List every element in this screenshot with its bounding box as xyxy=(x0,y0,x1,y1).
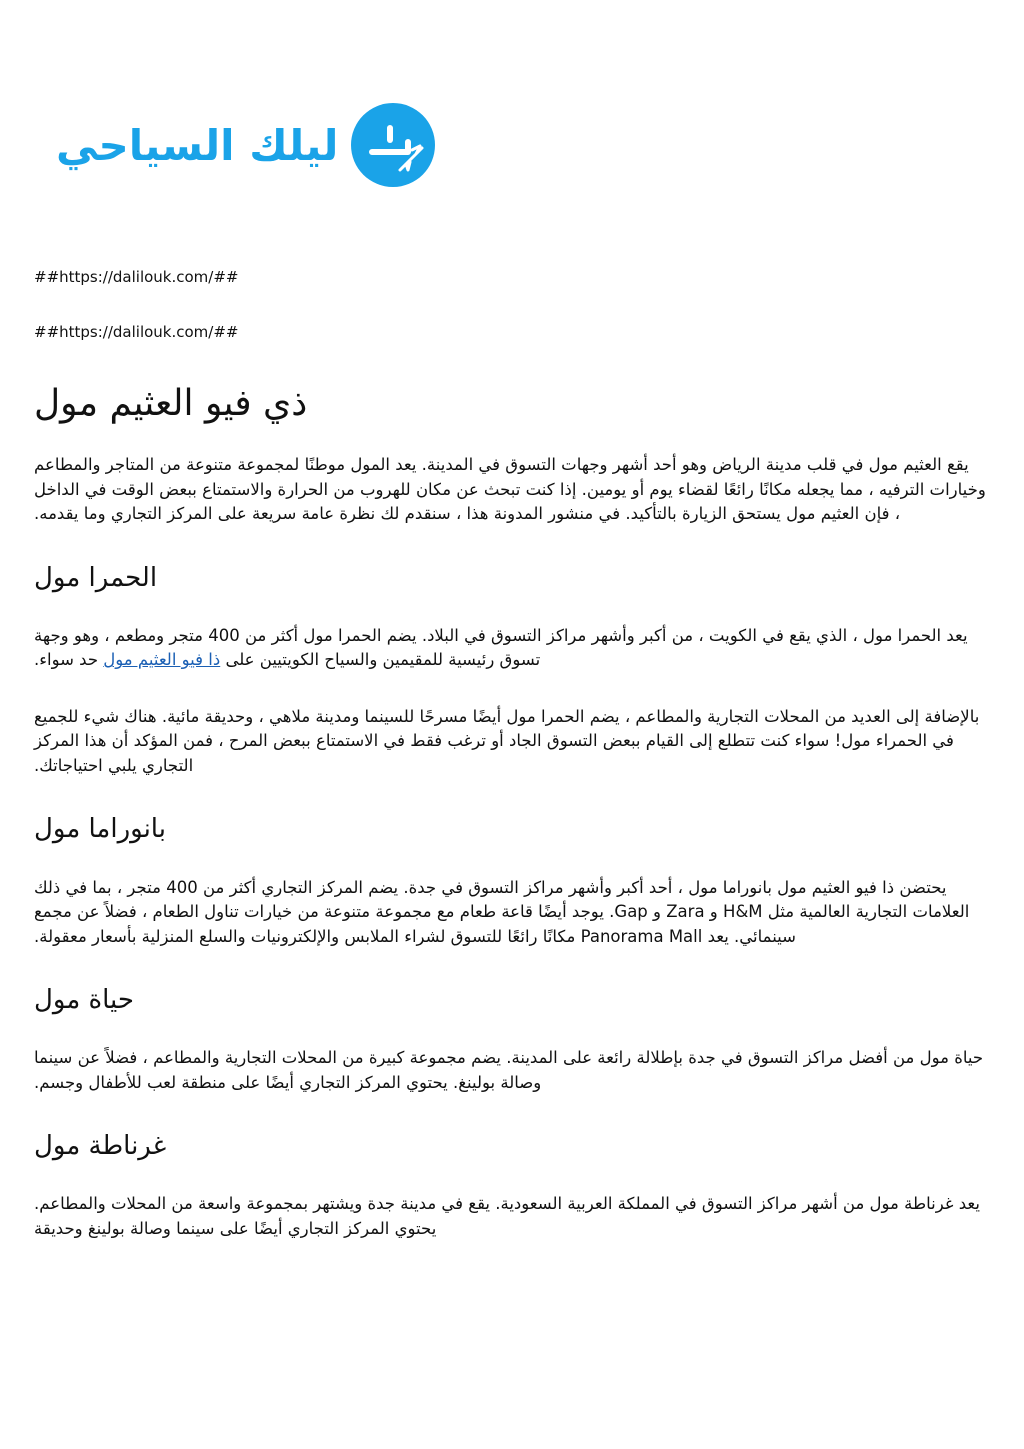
section-paragraph: حياة مول من أفضل مراكز التسوق في جدة بإطلالة رائعة على المدينة. يضم مجموعة كبيرة من المحلات التجارية والمطاعم ، فضلاً عن سينما وصالة بولينغ. يحتوي المركز التجاري أيضًا على منطقة لعب للأطفال وجسم. xyxy=(34,1048,984,1092)
page-title: ذي فيو العثيم مول xyxy=(34,383,308,424)
source-url-line: ##https://dalilouk.com/## xyxy=(34,323,239,341)
section-heading: الحمرا مول xyxy=(34,562,158,593)
source-url-line: ##https://dalilouk.com/## xyxy=(34,268,239,286)
section-heading: حياة مول xyxy=(34,985,134,1016)
section-paragraph: بالإضافة إلى العديد من المحلات التجارية والمطاعم ، يضم الحمرا مول أيضًا مسرحًا للسينما ومدينة ملاهي ، وحديقة مائية. هناك شيء للجميع في الحمراء مول! سواء كنت تتطلع إلى القيام ببعض التسوق الجاد أو ترغب فقط في الاستمتاع ببعض المرح ، فمن المؤكد أن هذا المركز التجاري يلبي احتياجاتك. xyxy=(34,706,980,775)
section-paragraph xyxy=(34,624,990,673)
paragraph-text: يعد الحمرا مول ، الذي يقع في الكويت ، من أكبر وأشهر مراكز التسوق في البلاد. يضم الحمرا مول أكثر من 400 متجر ومطعم ، وهو وجهة تسوق رئيسية للمقيمين والسياح الكويتيين على xyxy=(34,625,968,670)
section-paragraph: يعد غرناطة مول من أشهر مراكز التسوق في المملكة العربية السعودية. يقع في مدينة جدة ويشتهر بمجموعة واسعة من المحلات والمطاعم. يحتوي المركز التجاري أيضًا على سينما وصالة بولينغ وحديقة xyxy=(34,1194,980,1238)
plane-logo-icon xyxy=(350,102,436,188)
site-logo xyxy=(56,100,376,190)
logo-text: ليلك السياحي xyxy=(56,120,339,170)
intro-paragraph: يقع العثيم مول في قلب مدينة الرياض وهو أحد أشهر وجهات التسوق في المدينة. يعد المول موطنًا لمجموعة متنوعة من المتاجر والمطاعم وخيارات الترفيه ، مما يجعله مكانًا رائعًا لقضاء يوم أو يومين. إذا كنت تبحث عن مكان للهروب من الحرارة والاستمتاع ببعض الوقت في الداخل ، فإن العثيم مول يستحق الزيارة بالتأكيد. في منشور المدونة هذا ، سنقدم لك نظرة عامة سريعة على المركز التجاري وما يقدمه. xyxy=(34,455,986,524)
paragraph-text: حد سواء. xyxy=(34,650,104,670)
section-heading: بانوراما مول xyxy=(34,814,166,845)
section-paragraph: يحتضن ذا فيو العثيم مول بانوراما مول ، أحد أكبر وأشهر مراكز التسوق في جدة. يضم المركز التجاري أكثر من 400 متجر ، بما في ذلك العلامات التجارية العالمية مثل H&M و Zara و Gap. يوجد أيضًا قاعة طعام مع مجموعة متنوعة من خيارات تناول الطعام ، فضلاً عن مجمع سينمائي. يعد Panorama Mall مكانًا رائعًا للتسوق لشراء الملابس والإلكترونيات والسلع المنزلية بأسعار معقولة. xyxy=(34,877,970,946)
article-body xyxy=(34,382,990,1241)
internal-link[interactable]: ذا فيو العثيم مول xyxy=(103,650,221,670)
section-heading: غرناطة مول xyxy=(34,1131,167,1162)
